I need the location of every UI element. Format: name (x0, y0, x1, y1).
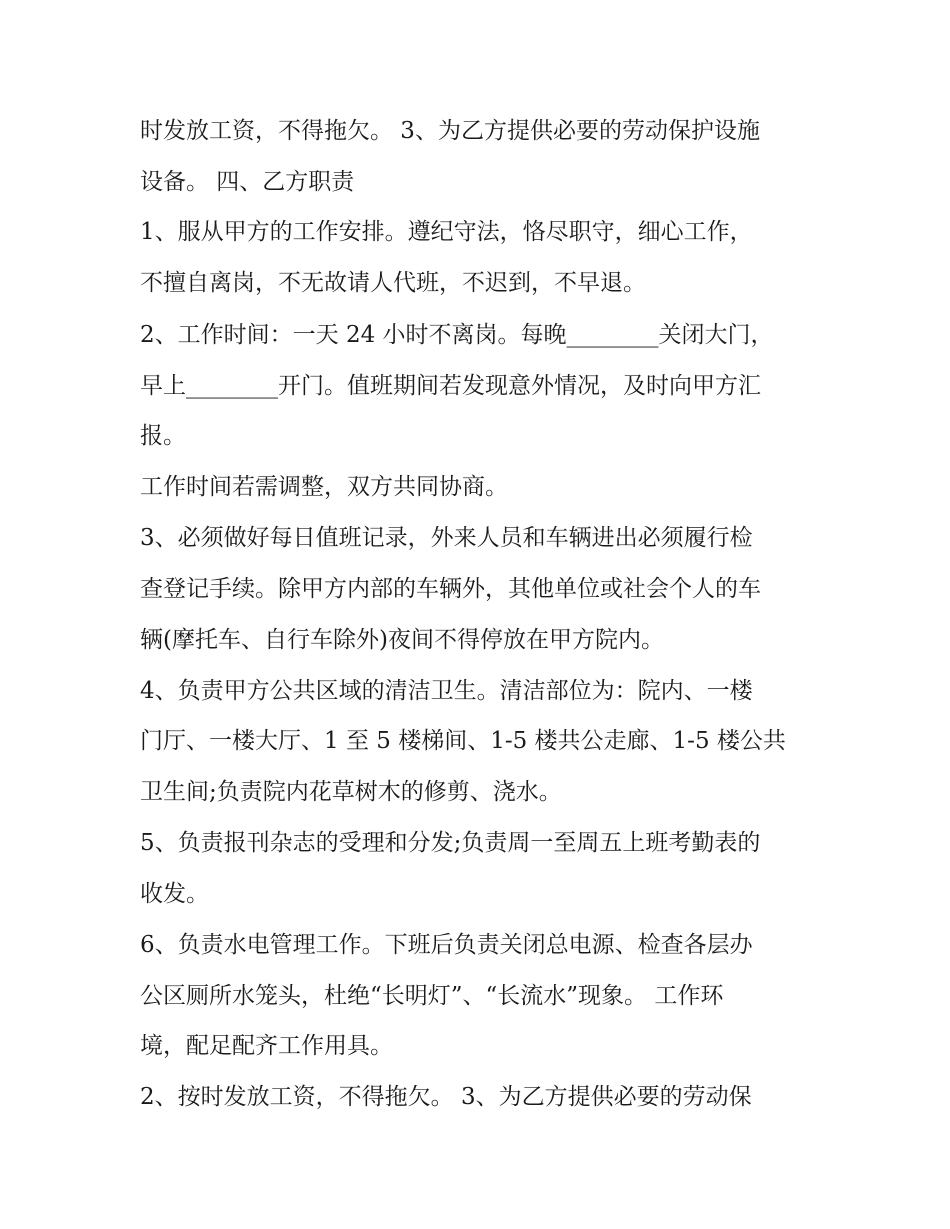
text-line: 收发。 (140, 881, 209, 907)
text-line: 5、负责报刊杂志的受理和分发;负责周一至周五上班考勤表的 (140, 830, 761, 856)
text-line: 公区厕所水笼头，杜绝“长明灯”、“长流水”现象。 工作环 (140, 983, 724, 1009)
text-line: 报。 (140, 423, 186, 449)
text-line: 设备。 四、乙方职责 (140, 169, 355, 195)
text-line: 2、按时发放工资，不得拖欠。 3、为乙方提供必要的劳动保 (140, 1084, 752, 1110)
text-line: 3、必须做好每日值班记录，外来人员和车辆进出必须履行检 (140, 525, 753, 551)
text-line: 境，配足配齐工作用具。 (140, 1033, 393, 1059)
text-line: 时发放工资，不得拖欠。 3、为乙方提供必要的劳动保护设施 (140, 118, 760, 144)
text-line: 4、负责甲方公共区域的清洁卫生。清洁部位为：院内、一楼 (140, 678, 753, 704)
text-line: 不擅自离岗，不无故请人代班，不迟到，不早退。 (140, 270, 646, 296)
text-line: 工作时间若需调整，双方共同协商。 (140, 474, 508, 500)
text-line: 辆(摩托车、自行车除外)夜间不得停放在甲方院内。 (140, 627, 664, 653)
text-line: 门厅、一楼大厅、1 至 5 楼梯间、1-5 楼共公走廊、1-5 楼公共 (140, 728, 786, 754)
text-line: 查登记手续。除甲方内部的车辆外，其他单位或社会个人的车 (140, 576, 761, 602)
text-line: 6、负责水电管理工作。下班后负责关闭总电源、检查各层办 (140, 932, 753, 958)
text-line: 1、服从甲方的工作安排。遵纪守法，恪尽职守，细心工作， (140, 219, 753, 245)
text-line: 2、工作时间：一天 24 小时不离岗。每晚________关闭大门， (140, 322, 774, 348)
text-line: 卫生间;负责院内花草树木的修剪、浇水。 (140, 779, 562, 805)
text-line: 早上________开门。值班期间若发现意外情况，及时向甲方汇 (140, 373, 761, 399)
